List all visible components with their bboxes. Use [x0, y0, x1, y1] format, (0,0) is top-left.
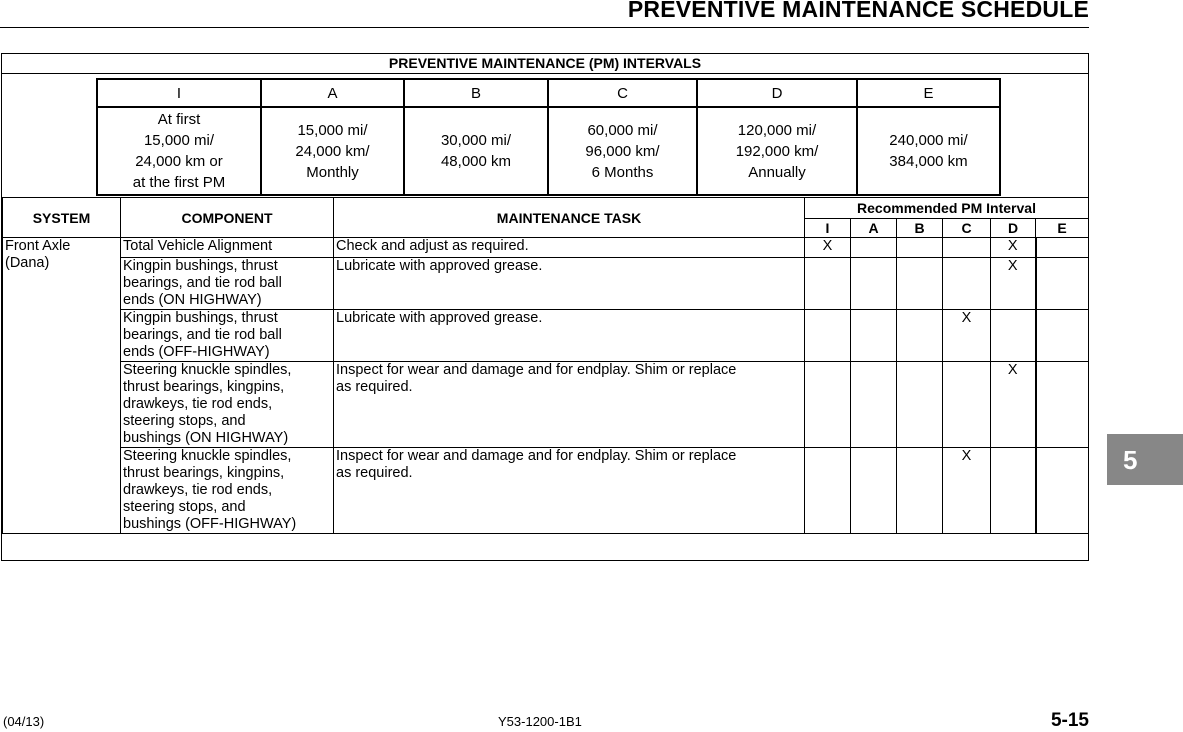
- interval-mark-e: [1036, 310, 1089, 362]
- system-header: SYSTEM: [3, 198, 121, 238]
- interval-mark-b: [897, 310, 943, 362]
- interval-header-e: E: [1036, 219, 1089, 238]
- interval-mark-d: [991, 448, 1036, 534]
- task-cell: Lubricate with approved grease.: [334, 310, 805, 362]
- interval-mark-i: X: [805, 238, 851, 258]
- interval-mark-d: [991, 310, 1036, 362]
- task-header: MAINTENANCE TASK: [334, 198, 805, 238]
- interval-desc-e: 240,000 mi/ 384,000 km: [857, 107, 1000, 195]
- component-cell: Total Vehicle Alignment: [121, 238, 334, 258]
- interval-mark-a: [851, 448, 897, 534]
- interval-mark-c: [943, 258, 991, 310]
- system-cell: Front Axle (Dana): [3, 238, 121, 534]
- interval-mark-a: [851, 362, 897, 448]
- table-row: [3, 448, 1089, 534]
- interval-code-a: A: [261, 79, 404, 107]
- interval-mark-d: X: [991, 258, 1036, 310]
- component-cell: Kingpin bushings, thrust bearings, and tie rod ball ends (ON HIGHWAY): [121, 258, 334, 310]
- interval-code-e: E: [857, 79, 1000, 107]
- interval-desc-c: 60,000 mi/ 96,000 km/ 6 Months: [548, 107, 697, 195]
- page-title: PREVENTIVE MAINTENANCE SCHEDULE: [627, 0, 1089, 22]
- interval-header-d: D: [991, 219, 1036, 238]
- header-row: [3, 198, 1089, 219]
- task-cell: Inspect for wear and damage and for endplay. Shim or replace as required.: [334, 362, 805, 448]
- table-row: [3, 258, 1089, 310]
- interval-mark-e: [1036, 258, 1089, 310]
- table-row: [3, 362, 1089, 448]
- title-divider: [0, 27, 1089, 28]
- interval-code-row: [97, 79, 1000, 107]
- component-cell: Steering knuckle spindles, thrust bearings, kingpins, drawkeys, tie rod ends, steering stops, and bushings (OFF-HIGHWAY): [121, 448, 334, 534]
- interval-group-header: Recommended PM Interval: [805, 198, 1089, 219]
- footer-doc-code: Y53-1200-1B1: [498, 714, 582, 729]
- interval-desc-a: 15,000 mi/ 24,000 km/ Monthly: [261, 107, 404, 195]
- interval-mark-a: [851, 238, 897, 258]
- interval-header-a: A: [851, 219, 897, 238]
- interval-mark-a: [851, 310, 897, 362]
- component-cell: Kingpin bushings, thrust bearings, and tie rod ball ends (OFF-HIGHWAY): [121, 310, 334, 362]
- interval-desc-d: 120,000 mi/ 192,000 km/ Annually: [697, 107, 857, 195]
- interval-mark-c: [943, 362, 991, 448]
- interval-mark-c: X: [943, 310, 991, 362]
- section-tab[interactable]: 5: [1107, 434, 1183, 485]
- interval-header-c: C: [943, 219, 991, 238]
- interval-mark-d: X: [991, 362, 1036, 448]
- interval-mark-i: [805, 258, 851, 310]
- interval-mark-e: [1036, 362, 1089, 448]
- task-cell: Check and adjust as required.: [334, 238, 805, 258]
- interval-mark-b: [897, 258, 943, 310]
- interval-mark-i: [805, 310, 851, 362]
- interval-description-row: [97, 107, 1000, 195]
- interval-mark-c: [943, 238, 991, 258]
- pm-schedule-frame: [1, 53, 1089, 561]
- interval-mark-i: [805, 448, 851, 534]
- interval-code-c: C: [548, 79, 697, 107]
- component-header: COMPONENT: [121, 198, 334, 238]
- maintenance-schedule-table: [2, 197, 1089, 534]
- intervals-table: [96, 78, 1001, 196]
- interval-mark-i: [805, 362, 851, 448]
- task-cell: Inspect for wear and damage and for endplay. Shim or replace as required.: [334, 448, 805, 534]
- component-cell: Steering knuckle spindles, thrust bearings, kingpins, drawkeys, tie rod ends, steering stops, and bushings (ON HIGHWAY): [121, 362, 334, 448]
- interval-header-b: B: [897, 219, 943, 238]
- interval-code-b: B: [404, 79, 548, 107]
- interval-mark-b: [897, 362, 943, 448]
- interval-desc-i: At first 15,000 mi/ 24,000 km or at the first PM: [97, 107, 261, 195]
- table-row: [3, 310, 1089, 362]
- interval-code-d: D: [697, 79, 857, 107]
- interval-mark-e: [1036, 448, 1089, 534]
- interval-desc-b: 30,000 mi/ 48,000 km: [404, 107, 548, 195]
- table-row: [3, 238, 1089, 258]
- interval-header-i: I: [805, 219, 851, 238]
- interval-mark-d: X: [991, 238, 1036, 258]
- task-cell: Lubricate with approved grease.: [334, 258, 805, 310]
- interval-mark-c: X: [943, 448, 991, 534]
- interval-mark-a: [851, 258, 897, 310]
- page-number: 5-15: [1050, 710, 1089, 731]
- interval-mark-b: [897, 238, 943, 258]
- interval-mark-b: [897, 448, 943, 534]
- intervals-caption: PREVENTIVE MAINTENANCE (PM) INTERVALS: [2, 54, 1088, 74]
- interval-mark-e: [1036, 238, 1089, 258]
- interval-code-i: I: [97, 79, 261, 107]
- footer-date: (04/13): [3, 714, 45, 729]
